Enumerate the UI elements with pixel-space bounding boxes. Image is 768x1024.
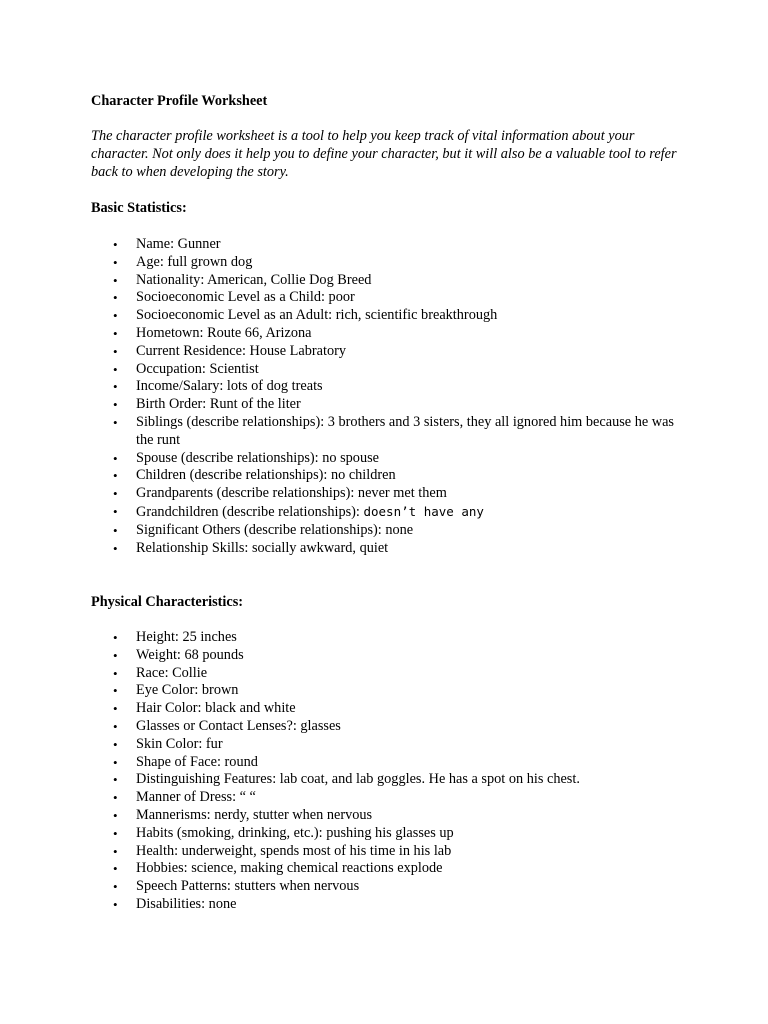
bullet-icon: • (113, 522, 118, 538)
list-item-text: Hobbies: science, making chemical reactions explode (136, 860, 443, 877)
intro-paragraph: The character profile worksheet is a tool to help you keep track of vital information about your character. Not only does it help you to define your character, but it will also be a valuable tool to refer back to when developing the story. (91, 128, 677, 180)
list-item (0, 700, 681, 718)
list-item (0, 307, 681, 325)
list-item (0, 540, 681, 558)
list-item-text: Birth Order: Runt of the liter (136, 396, 301, 413)
list-item-text: Shape of Face: round (136, 753, 258, 770)
list-item (0, 629, 681, 647)
bullet-icon: • (113, 379, 118, 395)
list-item-text: Distinguishing Features: lab coat, and lab goggles. He has a spot on his chest. (136, 771, 580, 788)
bullet-icon: • (113, 325, 118, 341)
list-item-text: Hair Color: black and white (136, 700, 296, 717)
list-item (0, 378, 681, 396)
list-item (0, 254, 681, 272)
list-item-text: Health: underweight, spends most of his time in his lab (136, 842, 452, 859)
bullet-icon: • (113, 665, 118, 681)
bullet-icon: • (113, 790, 118, 806)
bullet-icon: • (113, 343, 118, 359)
bullet-icon: • (113, 414, 118, 430)
basic-statistics-list (0, 236, 768, 557)
list-item-text: Children (describe relationships): no children (136, 467, 396, 484)
bullet-icon: • (113, 879, 118, 895)
bullet-icon: • (113, 736, 118, 752)
list-item (0, 522, 681, 540)
list-item (0, 825, 681, 843)
list-item (0, 860, 681, 878)
list-item (0, 467, 681, 485)
list-item (0, 396, 681, 414)
list-item-text: Habits (smoking, drinking, etc.): pushing his glasses up (136, 824, 454, 841)
list-item-text: Disabilities: none (136, 895, 237, 912)
list-item (0, 325, 681, 343)
bullet-icon: • (113, 718, 118, 734)
list-item (0, 789, 681, 807)
list-item-text: Age: full grown dog (136, 253, 253, 270)
bullet-icon: • (113, 861, 118, 877)
physical-characteristics-heading: Physical Characteristics: (91, 594, 244, 610)
list-item-text: Mannerisms: nerdy, stutter when nervous (136, 806, 373, 823)
bullet-icon: • (113, 272, 118, 288)
bullet-icon: • (113, 450, 118, 466)
list-item (0, 771, 681, 789)
list-item-text: Manner of Dress: “ “ (136, 789, 256, 806)
list-item (0, 665, 681, 683)
bullet-icon: • (113, 647, 118, 663)
list-item (0, 272, 681, 290)
list-item-text: Current Residence: House Labratory (136, 342, 347, 359)
bullet-icon: • (113, 486, 118, 502)
bullet-icon: • (113, 896, 118, 912)
list-item-text: Nationality: American, Collie Dog Breed (136, 271, 372, 288)
list-item-answer: doesn’t have any (363, 503, 484, 519)
list-item (0, 289, 681, 307)
bullet-icon: • (113, 308, 118, 324)
list-item (0, 718, 681, 736)
bullet-icon: • (113, 397, 118, 413)
list-item-text: Grandparents (describe relationships): never met them (136, 485, 447, 502)
list-item (0, 647, 681, 665)
list-item-text: Name: Gunner (136, 236, 221, 252)
list-item (0, 361, 681, 379)
list-item (0, 878, 681, 896)
list-item-text: Speech Patterns: stutters when nervous (136, 878, 360, 895)
bullet-icon: • (113, 290, 118, 306)
list-item (0, 414, 681, 450)
list-item (0, 485, 681, 503)
bullet-icon: • (113, 468, 118, 484)
list-item (0, 807, 681, 825)
bullet-icon: • (113, 807, 118, 823)
bullet-icon: • (113, 540, 118, 556)
list-item-text: Spouse (describe relationships): no spouse (136, 449, 380, 466)
list-item (0, 236, 681, 254)
bullet-icon: • (113, 503, 118, 519)
list-item-text: Weight: 68 pounds (136, 646, 244, 663)
list-item-text: Significant Others (describe relationships): none (136, 521, 414, 538)
list-item (0, 754, 681, 772)
bullet-icon: • (113, 683, 118, 699)
list-item (0, 896, 681, 914)
list-item-text: Socioeconomic Level as a Child: poor (136, 289, 355, 306)
physical-characteristics-list (0, 629, 768, 914)
list-item (0, 682, 681, 700)
list-item-text: Skin Color: fur (136, 735, 223, 752)
list-item-text: Grandchildren (describe relationships): (136, 503, 364, 520)
list-item-text: Hometown: Route 66, Arizona (136, 324, 312, 341)
list-item-text: Glasses or Contact Lenses?: glasses (136, 717, 341, 734)
basic-statistics-heading: Basic Statistics: (91, 200, 187, 216)
bullet-icon: • (113, 630, 118, 645)
bullet-icon: • (113, 843, 118, 859)
list-item-text: Socioeconomic Level as an Adult: rich, scientific breakthrough (136, 307, 498, 324)
list-item-text: Race: Collie (136, 664, 208, 681)
list-item-text: Income/Salary: lots of dog treats (136, 378, 323, 395)
bullet-icon: • (113, 754, 118, 770)
list-item-text: Siblings (describe relationships): 3 brothers and 3 sisters, they all ignored him because he was the runt (136, 413, 674, 448)
list-item (0, 843, 681, 861)
bullet-icon: • (113, 254, 118, 270)
bullet-icon: • (113, 701, 118, 717)
list-item (0, 450, 681, 468)
list-item (0, 343, 681, 361)
list-item-text: Relationship Skills: socially awkward, quiet (136, 539, 389, 556)
bullet-icon: • (113, 772, 118, 788)
list-item-text: Height: 25 inches (136, 629, 237, 645)
bullet-icon: • (113, 237, 118, 252)
list-item (0, 503, 681, 522)
bullet-icon: • (113, 825, 118, 841)
list-item-text: Occupation: Scientist (136, 360, 259, 377)
bullet-icon: • (113, 361, 118, 377)
list-item (0, 736, 681, 754)
list-item-text: Eye Color: brown (136, 682, 239, 699)
document-title: Character Profile Worksheet (91, 93, 268, 109)
